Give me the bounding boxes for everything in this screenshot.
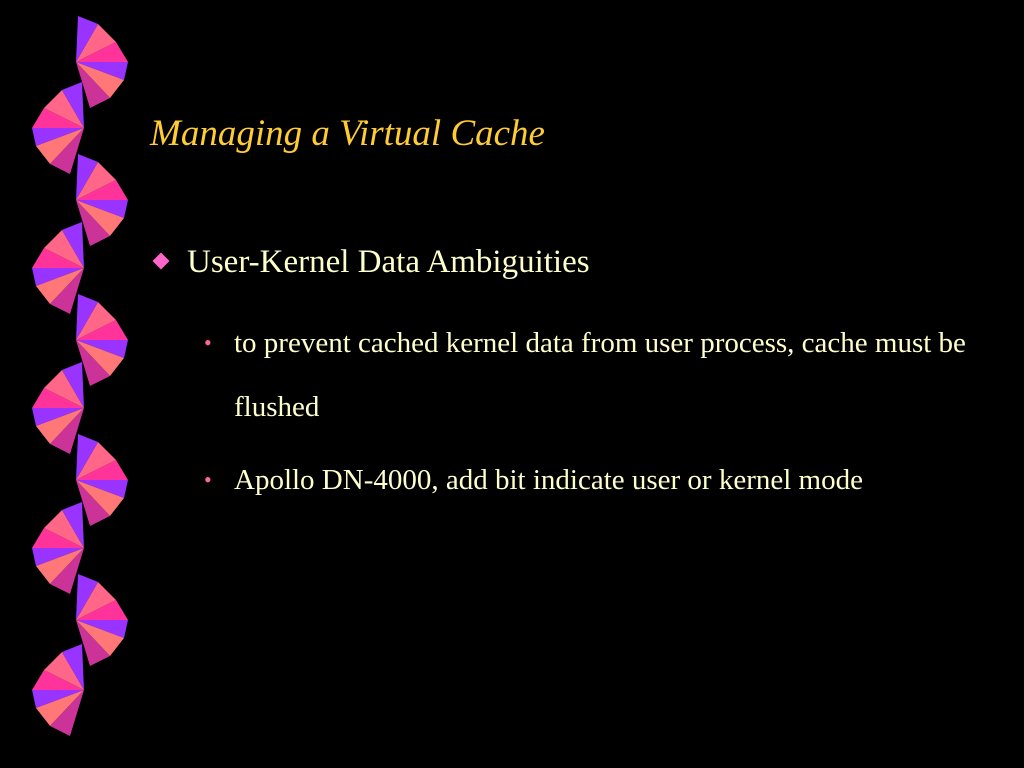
subbullet-2 bbox=[204, 461, 984, 512]
slide-title: Managing a Virtual Cache bbox=[150, 113, 545, 154]
subbullet-2-text: Apollo DN-4000, add bit indicate user or kernel mode bbox=[234, 464, 863, 496]
diamond-bullet-icon bbox=[153, 253, 170, 270]
wave-decoration bbox=[0, 0, 140, 768]
decor-left-column bbox=[32, 82, 84, 736]
subbullet-1-text: to prevent cached kernel data from user process, cache must be flushed bbox=[234, 327, 966, 423]
subbullet-1 bbox=[204, 324, 984, 439]
bullet-level1-text: User-Kernel Data Ambiguities bbox=[187, 244, 590, 280]
dot-bullet-icon: • bbox=[204, 467, 212, 492]
bullet-level1 bbox=[155, 244, 590, 281]
decor-right-column bbox=[76, 16, 128, 666]
dot-bullet-icon: • bbox=[204, 330, 212, 355]
